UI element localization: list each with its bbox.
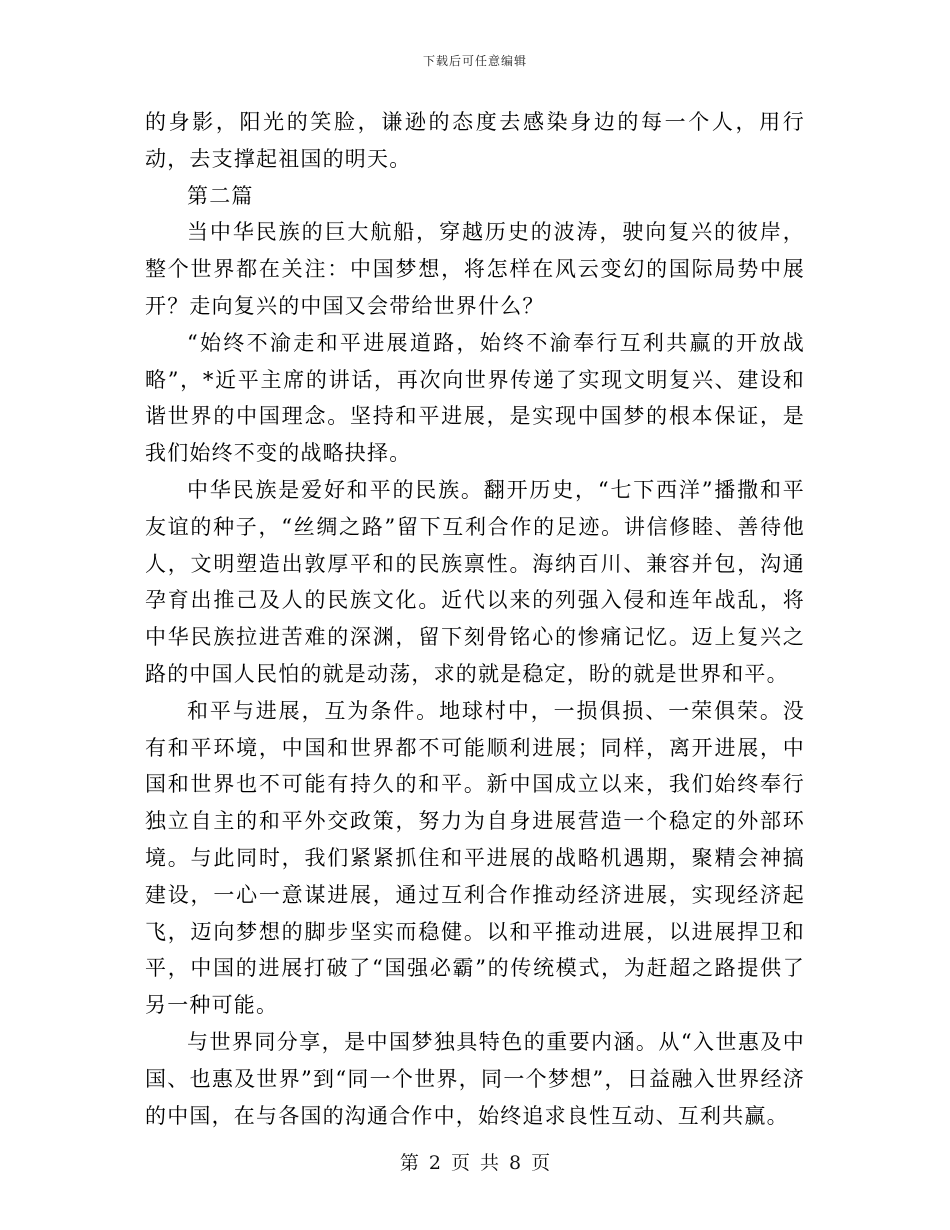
section-heading: 第二篇 bbox=[187, 183, 254, 208]
document-body bbox=[145, 104, 805, 1134]
paragraph: 中华民族是爱好和平的民族。翻开历史，“七下西洋”播撒和平友谊的种子，“丝绸之路”留下互利合作的足迹。讲信修睦、善待他人，文明塑造出敦厚平和的民族禀性。海纳百川、兼容并包，沟通孕育出推己及人的民族文化。近代以来的列强入侵和连年战乱，将中华民族拉进苦难的深渊，留下刻骨铭心的惨痛记忆。迈上复兴之路的中国人民怕的就是动荡，求的就是稳定，盼的就是世界和平。 bbox=[145, 477, 805, 686]
paragraph: 和平与进展，互为条件。地球村中，一损俱损、一荣俱荣。没有和平环境，中国和世界都不可能顺利进展；同样，离开进展，中国和世界也不可能有持久的和平。新中国成立以来，我们始终奉行独立自主的和平外交政策，努力为自身进展营造一个稳定的外部环境。与此同时，我们紧紧抓住和平进展的战略机遇期，聚精会神搞建设，一心一意谋进展，通过互利合作推动经济进展，实现经济起飞，迈向梦想的脚步坚实而稳健。以和平推动进展，以进展捍卫和平，中国的进展打破了“国强必霸”的传统模式，为赶超之路提供了另一种可能。 bbox=[145, 698, 805, 1018]
paragraph: 当中华民族的巨大航船，穿越历史的波涛，驶向复兴的彼岸，整个世界都在关注：中国梦想，将怎样在风云变幻的国际局势中展开？走向复兴的中国又会带给世界什么？ bbox=[145, 220, 805, 318]
paragraph-continuation: 的身影，阳光的笑脸，谦逊的态度去感染身边的每一个人，用行动，去支撑起祖国的明天。 bbox=[145, 110, 805, 171]
page-number-footer: 第 2 页 共 8 页 bbox=[399, 1152, 551, 1174]
paragraph: 与世界同分享，是中国梦独具特色的重要内涵。从“入世惠及中国、也惠及世界”到“同一个世界，同一个梦想”，日益融入世界经济的中国，在与各国的沟通合作中，始终追求良性互动、互利共赢。 bbox=[145, 1029, 805, 1128]
paragraph: “始终不渝走和平进展道路，始终不渝奉行互利共赢的开放战略”，*近平主席的讲话，再次向世界传递了实现文明复兴、建设和谐世界的中国理念。坚持和平进展，是实现中国梦的根本保证，是我们始终不变的战略抉择。 bbox=[145, 330, 805, 466]
page-header-note: 下载后可任意编辑 bbox=[422, 54, 527, 68]
